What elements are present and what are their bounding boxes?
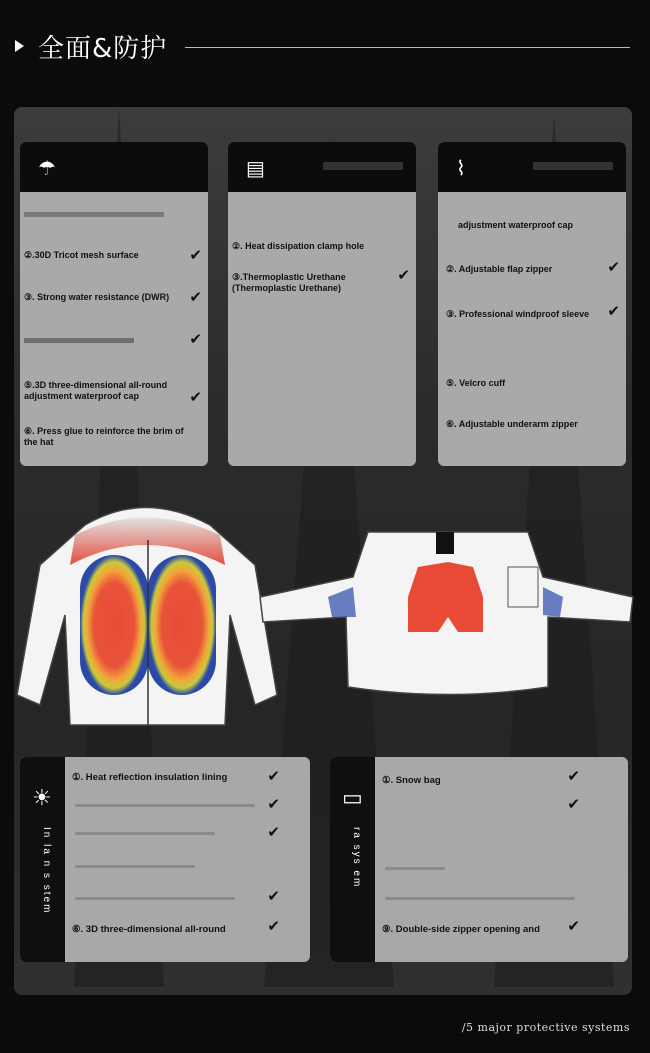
check-icon: ✔: [567, 796, 580, 813]
blurred-text: [75, 832, 215, 835]
check-icon: ✔: [607, 303, 620, 320]
check-icon: ✔: [267, 796, 280, 813]
check-icon: ✔: [267, 888, 280, 905]
blurred-text: [385, 867, 445, 870]
feature-item: ②. Heat dissipation clamp hole: [232, 241, 365, 251]
check-icon: ✔: [567, 768, 580, 785]
blurred-text: [75, 804, 255, 807]
card-sidebar: [330, 757, 375, 962]
blurred-text: [24, 338, 134, 343]
feature-card-1: [20, 142, 208, 466]
feature-item: ①. Heat reflection insulation lining: [72, 772, 228, 783]
feature-item: ⑤.3D three-dimensional all-round adjustment waterproof cap: [24, 380, 168, 401]
blurred-text: [24, 212, 164, 217]
feature-item: ⑥. Press glue to reinforce the brim of the hat: [24, 426, 184, 447]
footer-caption: /5 major protective systems: [461, 1021, 630, 1034]
feature-item: ①. Snow bag: [382, 775, 441, 786]
vent-icon: ▤: [246, 158, 265, 180]
feature-item: ③. Professional windproof sleeve: [446, 309, 590, 319]
header-divider: [185, 47, 630, 48]
insulation-system-card: [20, 757, 310, 962]
system-label: In la n s stem: [41, 827, 52, 915]
check-icon: ✔: [189, 247, 202, 264]
feature-item: adjustment waterproof cap: [458, 220, 574, 230]
feature-item: ⑨. Double-side zipper opening and: [382, 924, 540, 935]
check-icon: ✔: [189, 289, 202, 306]
feature-card-3: [438, 142, 626, 466]
sleeve-icon: ⌇: [456, 158, 466, 180]
feature-item: ③.Thermoplastic Urethane (Thermoplastic Urethane): [232, 272, 346, 293]
check-icon: ✔: [189, 331, 202, 348]
blurred-text: [75, 865, 195, 868]
feature-item: ⑤. Velcro cuff: [446, 378, 506, 388]
check-icon: ✔: [267, 918, 280, 935]
card-sidebar: [20, 757, 65, 962]
feature-item: ②.30D Tricot mesh surface: [24, 250, 139, 260]
blurred-text: [385, 897, 575, 900]
feature-item: ②. Adjustable flap zipper: [446, 264, 553, 274]
blurred-text: [75, 897, 235, 900]
feature-card-2: [228, 142, 416, 466]
snow-system-card: [330, 757, 628, 962]
check-icon: ✔: [189, 389, 202, 406]
card-header: [20, 142, 208, 192]
feature-item: ⑥. Adjustable underarm zipper: [446, 419, 578, 429]
jacket-front-heatmap: [15, 495, 280, 730]
section-header: [0, 0, 650, 95]
card-header: [228, 142, 416, 192]
check-icon: ✔: [397, 267, 410, 284]
blurred-title: [533, 162, 613, 170]
section-title: 全面&防护: [38, 34, 168, 64]
jacket-inside-heatmap: [258, 527, 636, 727]
feature-item: ⑥. 3D three-dimensional all-round: [72, 924, 226, 935]
check-icon: ✔: [267, 824, 280, 841]
check-icon: ✔: [567, 918, 580, 935]
feature-item: ③. Strong water resistance (DWR): [24, 292, 170, 302]
triangle-bullet-icon: [15, 40, 24, 52]
check-icon: ✔: [607, 259, 620, 276]
card-header: [438, 142, 626, 192]
snow-bag-icon: ▭: [342, 785, 363, 810]
check-icon: ✔: [267, 768, 280, 785]
hood-icon: ☂: [38, 158, 56, 180]
sun-icon: ☀: [32, 785, 52, 810]
system-label: ra sys em: [351, 827, 362, 889]
blurred-title: [323, 162, 403, 170]
